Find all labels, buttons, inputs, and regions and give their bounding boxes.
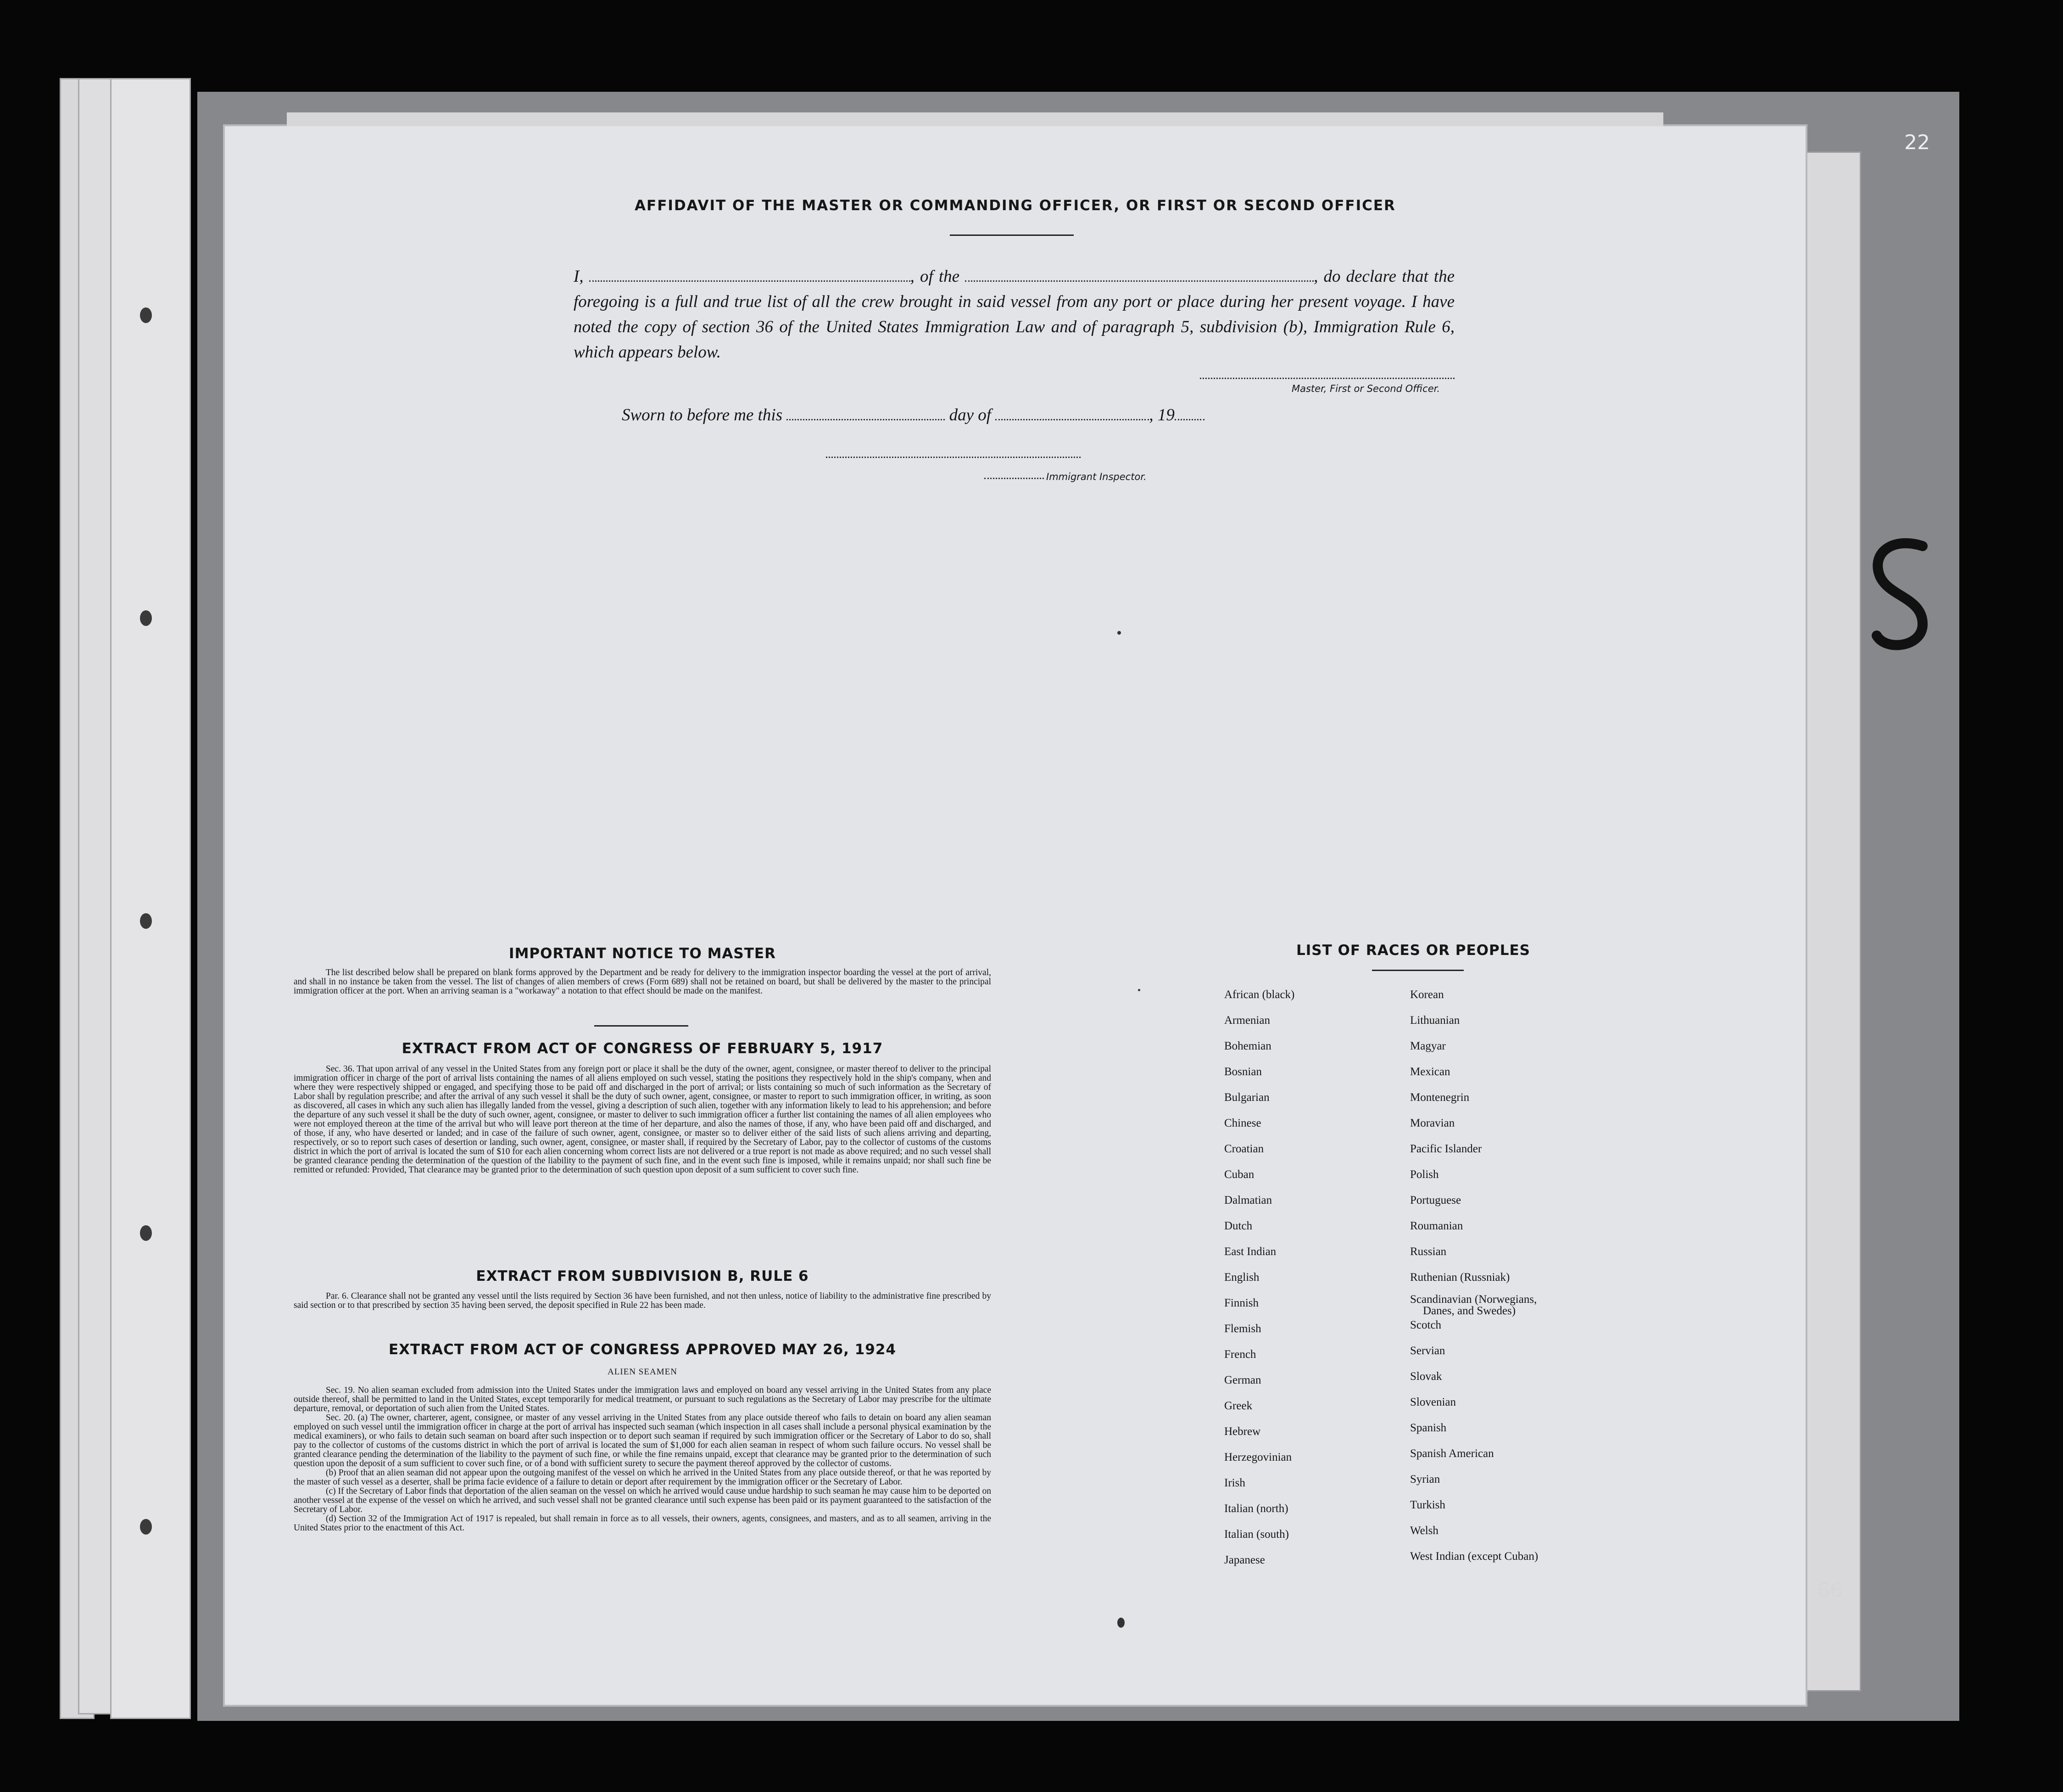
race-item-line: Danes, and Swedes) — [1423, 1305, 1516, 1317]
race-item-multiline — [1410, 1294, 1603, 1319]
day-blank[interactable] — [786, 405, 945, 420]
divider — [1372, 970, 1464, 971]
punch-hole — [140, 1225, 152, 1241]
sec-20c-paragraph: (c) If the Secretary of Labor finds that deportation of the alien seaman on the vessel on which he arrived would cause undue hardship to such seaman he may cause him to be deported on another vessel at the expense of the vessel on which he arrived, and such vessel shall not be granted clearance until such expense has been paid or its payment guaranteed to the satisfaction of the Secretary of Labor. — [294, 1486, 991, 1514]
par-6-paragraph: Par. 6. Clearance shall not be granted any vessel until the lists required by Section 36 have been furnished, and not then unless, notice of liability to the administrative fine prescribed by said section or to that prescribed by section 35 having been served, the deposit specified in Rule 22 has been made. — [294, 1291, 991, 1310]
race-item: West Indian (except Cuban) — [1410, 1550, 1539, 1563]
race-item: Magyar — [1410, 1040, 1446, 1052]
punch-hole — [140, 1519, 152, 1535]
race-item: East Indian — [1224, 1245, 1277, 1258]
divider — [594, 1025, 688, 1027]
race-item: Welsh — [1410, 1524, 1439, 1537]
race-item: Scotch — [1410, 1319, 1442, 1331]
master-caption: Master, First or Second Officer. — [1292, 383, 1440, 394]
race-item: English — [1224, 1271, 1260, 1284]
sec-20b-paragraph: (b) Proof that an alien seaman did not appear upon the outgoing manifest of the vessel on which he arrived in the United States from any place outside thereof, or that he was reported by the master of such vessel as a deserter, shall be prima facie evidence of a failure to detain or deport after requirement by the immigration officer or the Secretary of Labor. — [294, 1468, 991, 1487]
race-item: Japanese — [1224, 1554, 1265, 1566]
race-item: African (black) — [1224, 988, 1295, 1001]
divider — [950, 234, 1074, 236]
sec-19-paragraph: Sec. 19. No alien seaman excluded from admission into the United States under the immigration laws and employed on board any vessel arriving in the United States from any place outside thereof, shall be permitted to land in the United States, except temporarily for medical treatment, or pursuant to such regulations as the Secretary of Labor may prescribe for the ultimate departure, removal, or deportation of such alien from the United States. — [294, 1385, 991, 1413]
races-column-2 — [1410, 989, 1603, 1576]
race-item: Irish — [1224, 1477, 1245, 1489]
sworn-year: , 19 — [1149, 406, 1175, 424]
sec-20d-paragraph: (d) Section 32 of the Immigration Act of 1917 is repealed, but shall remain in force as to all vessels, their owners, agents, consignees, and masters, and as to all seamen, arriving in the United States prior to the enactment of this Act. — [294, 1514, 991, 1533]
notice-paragraph: The list described below shall be prepared on blank forms approved by the Department and be ready for delivery to the immigration inspector boarding the vessel at the port of arrival, and shall in no instance be taken from the vessel. The list of changes of alien members of crews (Form 689) shall not be retained on board, but shall be delivered by the master to the principal immigration officer at the port. When an arriving seaman is a "workaway" a notation to that effect should be made on the manifest. — [294, 968, 991, 996]
race-item: Spanish American — [1410, 1447, 1494, 1460]
punch-hole — [140, 913, 152, 929]
left-binding-strips — [60, 78, 197, 1721]
race-item: Slovenian — [1410, 1396, 1456, 1408]
race-item: Flemish — [1224, 1323, 1261, 1335]
vessel-blank[interactable] — [965, 267, 1314, 282]
extract-rule6-text — [294, 1292, 991, 1310]
races-title: LIST OF RACES OR PEOPLES — [1296, 942, 1531, 959]
extract-rule6-title: EXTRACT FROM SUBDIVISION B, RULE 6 — [476, 1268, 809, 1284]
affidavit-declare: , do declare — [1314, 267, 1397, 286]
punch-hole — [140, 307, 152, 323]
inspector-dot-leader — [984, 478, 1044, 479]
race-item: Croatian — [1224, 1143, 1264, 1155]
race-item: Polish — [1410, 1168, 1439, 1181]
race-item: Chinese — [1224, 1117, 1261, 1129]
race-item: Servian — [1410, 1345, 1445, 1357]
race-item: Dutch — [1224, 1220, 1253, 1232]
margin-mark: 66 — [1817, 1579, 1843, 1602]
extract-1917-title: EXTRACT FROM ACT OF CONGRESS OF FEBRUARY 5, 1917 — [401, 1040, 883, 1057]
notice-title: IMPORTANT NOTICE TO MASTER — [509, 945, 776, 962]
master-signature-line[interactable] — [1200, 378, 1455, 379]
race-item: Russian — [1410, 1245, 1447, 1258]
paper-speck — [1117, 1618, 1125, 1628]
race-item: Hebrew — [1224, 1425, 1261, 1438]
race-item: Ruthenian (Russniak) — [1410, 1271, 1510, 1284]
paper-speck — [1117, 631, 1121, 635]
race-item: Herzegovinian — [1224, 1451, 1292, 1463]
sworn-prefix: Sworn to before me this — [622, 406, 783, 424]
race-item: Dalmatian — [1224, 1194, 1272, 1206]
race-item: Italian (north) — [1224, 1502, 1288, 1515]
race-item: Turkish — [1410, 1499, 1445, 1511]
notice-text — [294, 968, 991, 996]
race-item-line: Scandinavian (Norwegians, — [1410, 1293, 1537, 1306]
affidavit-body: that the foregoing is a full and true list of all the crew brought in said vessel from any port or place during her present voyage. I have noted the copy of section 36 of the United States Immigration Law and of paragraph 5, subdivision (b), Immigration Rule 6, which appears below. — [574, 267, 1455, 362]
race-item: Bulgarian — [1224, 1091, 1270, 1104]
race-item: Mexican — [1410, 1066, 1450, 1078]
sworn-line — [622, 405, 1204, 425]
paper-speck — [1138, 989, 1140, 991]
race-item: Spanish — [1410, 1422, 1447, 1434]
punch-hole — [140, 610, 152, 626]
race-item: Roumanian — [1410, 1220, 1463, 1232]
race-item: Moravian — [1410, 1117, 1455, 1129]
margin-mark: 22 — [1904, 131, 1930, 154]
race-item: Finnish — [1224, 1297, 1259, 1309]
race-item: Montenegrin — [1410, 1091, 1470, 1104]
month-blank[interactable] — [995, 405, 1149, 420]
race-item: Italian (south) — [1224, 1528, 1289, 1541]
extract-1917-text — [294, 1065, 991, 1175]
affidavit-i: I, — [574, 267, 584, 286]
race-item: Armenian — [1224, 1014, 1270, 1027]
race-item: Lithuanian — [1410, 1014, 1460, 1027]
inspector-caption: Immigrant Inspector. — [1046, 471, 1147, 482]
extract-1924-text — [294, 1386, 991, 1533]
alien-seamen-subtitle: ALIEN SEAMEN — [608, 1367, 677, 1377]
race-item: Bosnian — [1224, 1066, 1262, 1078]
race-item: Greek — [1224, 1400, 1253, 1412]
inspector-signature-line[interactable] — [826, 457, 1081, 458]
race-item: French — [1224, 1348, 1256, 1361]
section-36-paragraph: Sec. 36. That upon arrival of any vessel in the United States from any foreign port or place it shall be the duty of the owner, agent, consignee, or master thereof to deliver to the principal immigration officer in charge of the port of arrival lists containing the names of all aliens employed on such vessel, stating the positions they respectively hold in the ship's company, when and where they were respectively shipped or engaged, and specifying those to be paid off and discharged in the port of arrival; or lists containing so much of such information as the Secretary of Labor shall by regulation prescribe; and after the arrival of any such vessel it shall be the duty of such owner, agent, consignee, or master to report to such immigration officer, in writing, as soon as discovered, all cases in which any such alien has illegally landed from the vessel, giving a description of such alien, together with any information likely to lead to his apprehension; and before the departure of any such vessel it shall be the duty of such owner, agent, consignee, or master to deliver to such immigration officer a further list containing the names of all alien employees who were not employed thereon at the time of the arrival but who will leave port thereon at the time of her departure, and also the names of those, if any, who have been paid off and discharged, and of those, if any, who have deserted or landed; and in case of the failure of such owner, agent, consignee, or master so to deliver either of the said lists of such aliens arriving and departing, respectively, or so to report such cases of desertion or landing, such owner, agent, consignee, or master shall, if required by the Secretary of Labor, pay to the collector of customs of the customs district in which the port of arrival is located the sum of $10 for each alien concerning whom correct lists are not delivered or a true report is not made as above required; and no such vessel shall be granted clearance pending the determination of the question of the liability to the payment of such fine, and in the event such fine is imposed, while it remains unpaid; nor shall such fine be remitted or refunded: Provided, That clearance may be granted prior to the determination of such question upon deposit of a sum sufficient to cover such fine. — [294, 1064, 991, 1175]
race-item: Portuguese — [1410, 1194, 1461, 1206]
race-item: Slovak — [1410, 1370, 1442, 1383]
race-item: Cuban — [1224, 1168, 1255, 1181]
affidavit-title: AFFIDAVIT OF THE MASTER OR COMMANDING OFFICER, OR FIRST OR SECOND OFFICER — [635, 197, 1396, 214]
name-blank[interactable] — [589, 267, 910, 282]
race-item: Korean — [1410, 988, 1444, 1001]
sec-20a-paragraph: Sec. 20. (a) The owner, charterer, agent, consignee, or master of any vessel arriving in the United States from any place outside thereof who fails to detain on board any alien seaman employed on such vessel until the immigration officer in charge at the port of arrival has inspected such seaman (which inspection in all cases shall include a personal physical examination by the medical examiners), or who fails to detain such seaman on board after such inspection or to deport such seaman if required by such immigration officer or the Secretary of Labor to do so, shall pay to the collector of customs of the customs district in which the port of arrival is located the sum of $1,000 for each alien seaman in respect of whom such failure occurs. No vessel shall be granted clearance pending the determination of the liability to the payment of such fine, or while the fine remains unpaid, except that clearance may be granted prior to the determination of such question upon the deposit of a sum sufficient to cover such fine, or of a bond with sufficient surety to secure the payment thereof approved by the collector of customs. — [294, 1413, 991, 1468]
race-item: Pacific Islander — [1410, 1143, 1482, 1155]
binding-strip — [110, 78, 191, 1719]
race-item: German — [1224, 1374, 1261, 1386]
affidavit-of-the: , of the — [910, 267, 960, 286]
affidavit-text — [574, 264, 1455, 365]
sworn-day-of: day of — [949, 406, 992, 424]
race-item: Bohemian — [1224, 1040, 1271, 1052]
race-item: Syrian — [1410, 1473, 1440, 1485]
year-blank[interactable] — [1175, 405, 1204, 420]
form-page — [225, 126, 1806, 1705]
handwritten-mark — [1854, 532, 1946, 661]
races-column-1 — [1224, 989, 1399, 1580]
extract-1924-title: EXTRACT FROM ACT OF CONGRESS APPROVED MAY 26, 1924 — [388, 1341, 897, 1358]
sheet-edge — [287, 112, 1663, 126]
